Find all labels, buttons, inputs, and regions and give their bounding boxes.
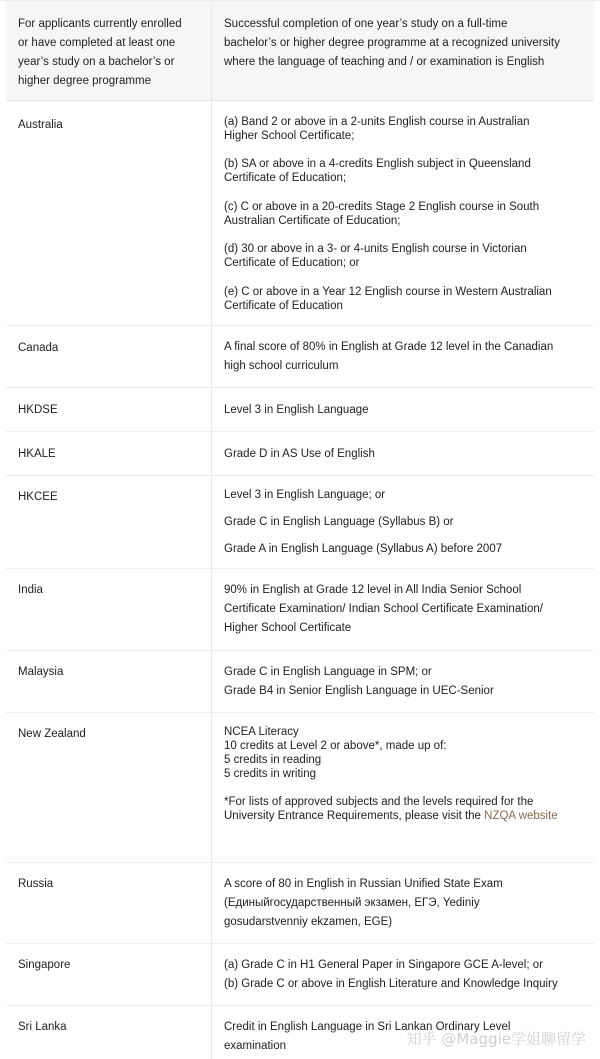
header-left-line: year’s study on a bachelor’s or	[18, 56, 175, 68]
requirement-line: 10 credits at Level 2 or above*, made up of:	[224, 740, 447, 752]
country-label: India	[18, 584, 43, 596]
country-cell	[6, 101, 212, 325]
requirement-line: (Единыйгосударственный экзамен, ЕГЭ, Yediniy	[224, 897, 480, 909]
table-row-canada	[6, 326, 594, 388]
country-cell	[6, 713, 212, 862]
country-label: Canada	[18, 342, 59, 354]
requirement-cell	[212, 388, 594, 431]
requirement-line: University Entrance Requirements, please visit the	[224, 810, 485, 822]
table-row-hkdse	[6, 388, 594, 432]
requirement-line: Certificate of Education	[224, 300, 343, 312]
country-label: Singapore	[18, 959, 71, 971]
requirement-cell	[212, 432, 594, 475]
country-cell	[6, 651, 212, 712]
requirement-line: Grade D in AS Use of English	[224, 448, 375, 460]
requirement-cell	[212, 476, 594, 568]
country-cell	[6, 388, 212, 431]
country-cell	[6, 863, 212, 943]
header-left-cell	[6, 1, 212, 100]
table-header-row	[6, 1, 594, 101]
requirement-line: (a) Band 2 or above in a 2-units English course in Australian	[224, 116, 530, 128]
requirement-line: 5 credits in reading	[224, 754, 322, 766]
header-right-line: bachelor’s or higher degree programme at a recognized university	[224, 37, 560, 49]
requirement-line: (e) C or above in a Year 12 English course in Western Australian	[224, 286, 552, 298]
table-row-hkcee	[6, 476, 594, 569]
table-row-sri-lanka	[6, 1006, 594, 1059]
requirement-cell	[212, 569, 594, 650]
requirement-line: examination	[224, 1040, 287, 1052]
country-cell	[6, 1006, 212, 1059]
requirement-cell	[212, 713, 594, 862]
header-right-line: where the language of teaching and / or examination is English	[224, 56, 545, 68]
table-row-singapore	[6, 944, 594, 1006]
requirement-line: Certificate of Education; or	[224, 257, 360, 269]
requirement-line: Certificate Examination/ Indian School Certificate Examination/	[224, 603, 543, 615]
requirement-line: Level 3 in English Language; or	[224, 489, 386, 501]
table-row-russia	[6, 863, 594, 944]
requirement-cell	[212, 326, 594, 387]
table-row-india	[6, 569, 594, 651]
requirement-line: Grade C in English Language (Syllabus B) or	[224, 516, 454, 528]
requirement-cell	[212, 101, 594, 325]
requirement-line: NCEA Literacy	[224, 726, 299, 738]
requirement-line: Credit in English Language in Sri Lankan Ordinary Level	[224, 1021, 511, 1033]
requirement-cell	[212, 863, 594, 943]
requirement-line: Higher School Certificate;	[224, 130, 355, 142]
country-cell	[6, 569, 212, 650]
country-cell	[6, 476, 212, 568]
watermark: 知乎 @Maggie学姐聊留学	[406, 1030, 586, 1048]
requirement-line: A score of 80 in English in Russian Unified State Exam	[224, 878, 503, 890]
requirement-line: (a) Grade C in H1 General Paper in Singapore GCE A-level; or	[224, 959, 543, 971]
requirement-line: Grade C in English Language in SPM; or	[224, 666, 432, 678]
requirement-line: Grade B4 in Senior English Language in UEC-Senior	[224, 685, 494, 697]
header-left-line: higher degree programme	[18, 75, 151, 87]
requirement-line: (b) SA or above in a 4-credits English subject in Queensland	[224, 158, 531, 170]
country-label: HKDSE	[18, 404, 58, 416]
requirement-line: (c) C or above in a 20-credits Stage 2 English course in South	[224, 201, 540, 213]
requirement-line: Certificate of Education;	[224, 172, 347, 184]
requirement-line: Grade A in English Language (Syllabus A) before 2007	[224, 543, 503, 555]
header-right-cell	[212, 1, 594, 100]
table-row-australia	[6, 101, 594, 326]
country-label: Malaysia	[18, 666, 64, 678]
country-label: Sri Lanka	[18, 1021, 67, 1033]
table-row-new-zealand	[6, 713, 594, 863]
table-row-hkale	[6, 432, 594, 476]
country-label: New Zealand	[18, 728, 86, 740]
requirement-line: 5 credits in writing	[224, 768, 317, 780]
requirement-line: (b) Grade C or above in English Literature and Knowledge Inquiry	[224, 978, 558, 990]
requirement-line-with-link	[224, 809, 558, 823]
requirement-cell	[212, 944, 594, 1005]
requirement-line: Level 3 in English Language	[224, 404, 369, 416]
requirement-cell	[212, 1006, 594, 1059]
country-label: Australia	[18, 119, 63, 131]
requirement-cell	[212, 651, 594, 712]
header-left-line: For applicants currently enrolled	[18, 18, 182, 30]
requirement-line: A final score of 80% in English at Grade 12 level in the Canadian	[224, 341, 554, 353]
country-cell	[6, 944, 212, 1005]
country-cell	[6, 326, 212, 387]
requirement-line: 90% in English at Grade 12 level in All India Senior School	[224, 584, 522, 596]
country-label: HKCEE	[18, 491, 58, 503]
table-row-malaysia	[6, 651, 594, 713]
country-cell	[6, 432, 212, 475]
country-label: Russia	[18, 878, 54, 890]
requirement-line: high school curriculum	[224, 360, 339, 372]
requirement-line: Australian Certificate of Education;	[224, 215, 401, 227]
requirement-line: (d) 30 or above in a 3- or 4-units English course in Victorian	[224, 243, 527, 255]
requirement-line: Higher School Certificate	[224, 622, 352, 634]
header-left-line: or have completed at least one	[18, 37, 176, 49]
nzqa-website-link[interactable]: NZQA website	[484, 810, 558, 822]
country-label: HKALE	[18, 448, 56, 460]
requirement-line: gosudarstvenniy ekzamen, EGE)	[224, 916, 393, 928]
requirement-line: *For lists of approved subjects and the levels required for the	[224, 796, 534, 808]
header-right-line: Successful completion of one year’s study on a full-time	[224, 18, 508, 30]
